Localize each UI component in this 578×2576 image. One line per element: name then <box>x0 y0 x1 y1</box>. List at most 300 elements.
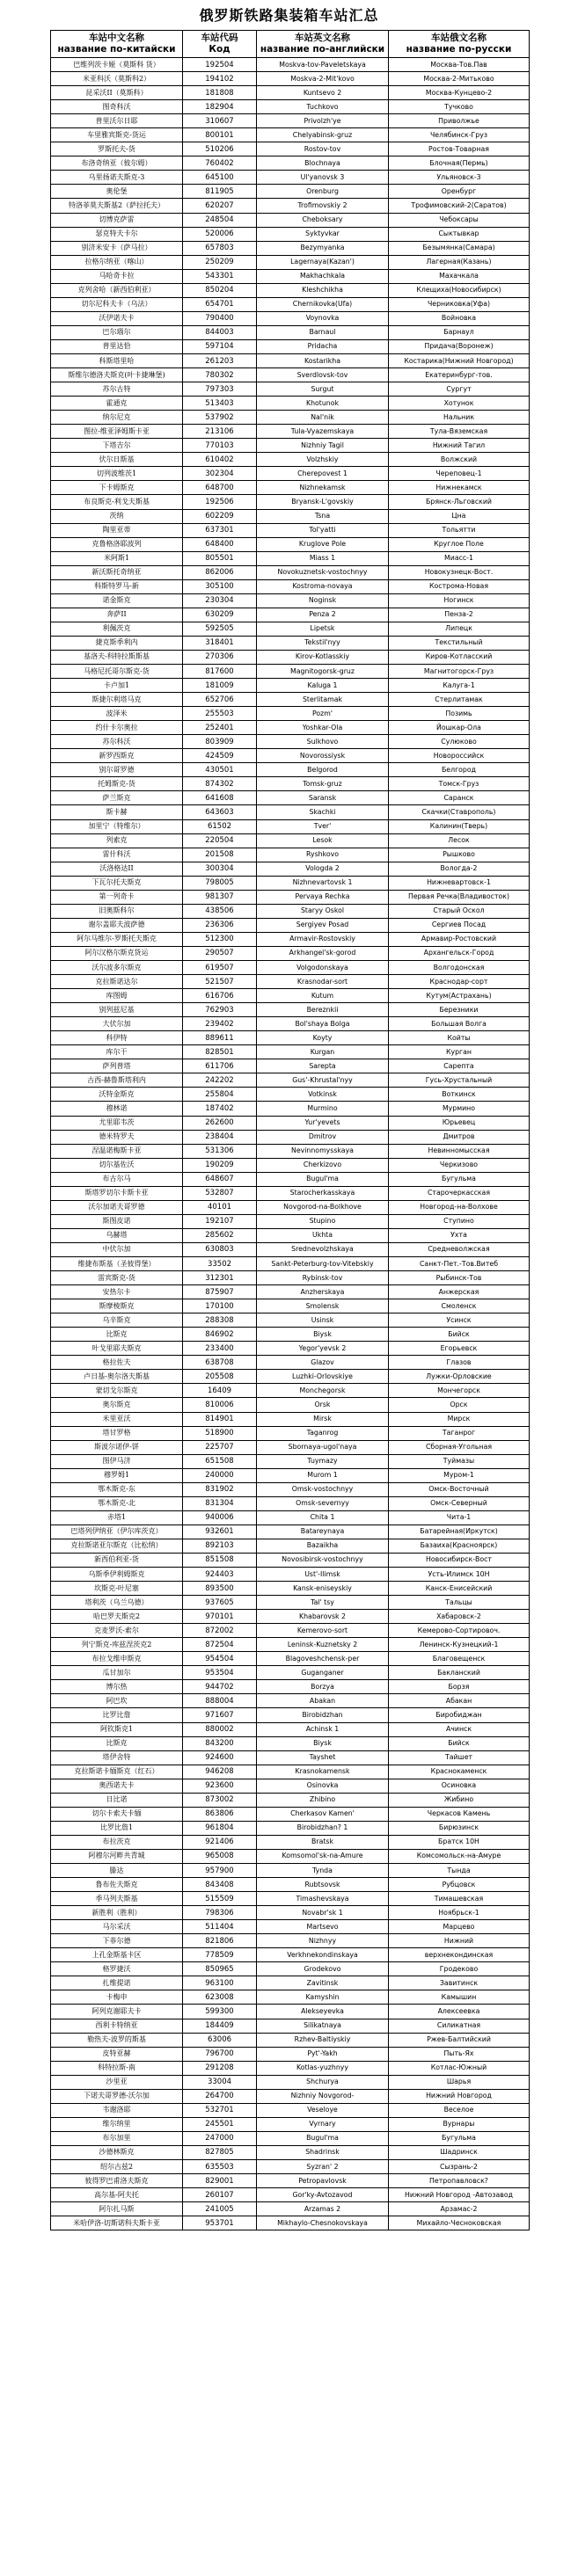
station-code: 252401 <box>183 721 257 735</box>
table-row <box>51 1073 530 1088</box>
station-english-name: Nizhniy Tagil <box>257 439 389 453</box>
table-row <box>51 339 530 353</box>
station-code: 970101 <box>183 1610 257 1624</box>
station-chinese-name: 沙里亚 <box>51 2075 183 2089</box>
station-chinese-name: 鄂木斯克-北 <box>51 1496 183 1510</box>
station-code: 963100 <box>183 1976 257 1990</box>
table-row <box>51 1130 530 1144</box>
station-code: 610402 <box>183 453 257 467</box>
station-russian-name: Черкасов Камень <box>389 1807 530 1821</box>
station-english-name: Voynovka <box>257 311 389 325</box>
station-russian-name: Старый Оскол <box>389 904 530 918</box>
table-row <box>51 1948 530 1962</box>
station-english-name: Krasnokamensk <box>257 1765 389 1779</box>
station-code: 187402 <box>183 1102 257 1116</box>
document-title: 俄罗斯铁路集装箱车站汇总 <box>199 7 379 24</box>
station-code: 924403 <box>183 1568 257 1582</box>
station-chinese-name: 捷克斯季利内 <box>51 636 183 650</box>
table-row <box>51 679 530 693</box>
station-english-name: Nal'nik <box>257 411 389 425</box>
station-english-name: Rubtsovsk <box>257 1878 389 1892</box>
station-russian-name: Братск 10H <box>389 1835 530 1849</box>
station-chinese-name: 诺金斯克 <box>51 593 183 608</box>
table-row <box>51 749 530 763</box>
station-code: 518900 <box>183 1426 257 1440</box>
station-english-name: Novorossiysk <box>257 749 389 763</box>
station-russian-name: Сыктывкар <box>389 227 530 241</box>
table-row <box>51 763 530 777</box>
station-english-name: Vologda 2 <box>257 862 389 876</box>
station-english-name: Usinsk <box>257 1313 389 1328</box>
station-code: 780302 <box>183 368 257 382</box>
station-russian-name: Благовещенск <box>389 1652 530 1666</box>
table-row <box>51 2145 530 2159</box>
table-row <box>51 1313 530 1328</box>
station-english-name: Kotlas-yuzhnyy <box>257 2061 389 2075</box>
station-code: 305100 <box>183 579 257 593</box>
table-row <box>51 1779 530 1793</box>
station-russian-name: Калинин(Тверь) <box>389 819 530 833</box>
station-code: 521507 <box>183 975 257 989</box>
station-code: 875907 <box>183 1285 257 1299</box>
station-english-name: Blochnaya <box>257 156 389 171</box>
station-code: 247000 <box>183 2131 257 2145</box>
station-code: 817600 <box>183 665 257 679</box>
table-row <box>51 481 530 495</box>
header-english-name <box>257 31 389 58</box>
station-chinese-name: 下菲尔德 <box>51 1934 183 1948</box>
table-row <box>51 1342 530 1356</box>
station-russian-name: Бакланский <box>389 1666 530 1680</box>
station-english-name: Kruglove Pole <box>257 537 389 551</box>
station-code: 248504 <box>183 213 257 227</box>
station-russian-name: Нижний Новгород <box>389 2089 530 2103</box>
station-english-name: Omsk-severnyy <box>257 1496 389 1510</box>
table-row <box>51 1271 530 1285</box>
station-code: 510206 <box>183 142 257 156</box>
station-chinese-name: 科斯特罗马-新 <box>51 579 183 593</box>
station-code: 651508 <box>183 1454 257 1468</box>
station-chinese-name: 蒙切戈尔斯克 <box>51 1384 183 1398</box>
station-english-name: Birobidzhan <box>257 1708 389 1722</box>
station-chinese-name: 普里达恰 <box>51 339 183 353</box>
header-label-ru: название по-английски <box>260 44 385 55</box>
table-row <box>51 114 530 128</box>
table-row <box>51 72 530 86</box>
table-row <box>51 1821 530 1835</box>
station-chinese-name: 阿尔马维尔-罗斯托夫斯克 <box>51 932 183 946</box>
station-russian-name: Канск-Енисейский <box>389 1582 530 1596</box>
station-chinese-name: 阿穆尔河畔共青城 <box>51 1849 183 1863</box>
station-code: 946208 <box>183 1765 257 1779</box>
table-row <box>51 975 530 989</box>
station-english-name: Tula-Vyazemskaya <box>257 425 389 439</box>
station-chinese-name: 巴塔列伊纳亚（伊尔库茨克） <box>51 1524 183 1539</box>
station-chinese-name: 苏尔古特 <box>51 382 183 397</box>
station-code: 255804 <box>183 1088 257 1102</box>
station-code: 843408 <box>183 1878 257 1892</box>
station-english-name: Sulkhovo <box>257 735 389 749</box>
station-english-name: Cherepovest 1 <box>257 467 389 481</box>
station-chinese-name: 绍尔古兹2 <box>51 2159 183 2173</box>
station-code: 652706 <box>183 693 257 707</box>
station-code: 803909 <box>183 735 257 749</box>
station-chinese-name: 布古尔马 <box>51 1172 183 1186</box>
station-russian-name: Вурнары <box>389 2117 530 2131</box>
station-code: 630209 <box>183 608 257 622</box>
table-row <box>51 1934 530 1948</box>
station-russian-name: Сборная-Угольная <box>389 1440 530 1454</box>
station-english-name: Starocherkasskaya <box>257 1186 389 1200</box>
station-code: 261203 <box>183 353 257 367</box>
station-russian-name: Омск-Северный <box>389 1496 530 1510</box>
station-chinese-name: 乌里扬诺夫斯克-3 <box>51 171 183 185</box>
station-russian-name: Усинск <box>389 1313 530 1328</box>
station-code: 291208 <box>183 2061 257 2075</box>
table-row <box>51 1214 530 1228</box>
station-russian-name: Силикатная <box>389 2019 530 2033</box>
station-english-name: Murmino <box>257 1102 389 1116</box>
table-row <box>51 2188 530 2202</box>
table-row <box>51 509 530 523</box>
station-english-name: Makhachkala <box>257 269 389 283</box>
table-row <box>51 2131 530 2145</box>
table-row <box>51 1638 530 1652</box>
station-russian-name: Саранск <box>389 791 530 805</box>
station-code: 798306 <box>183 1906 257 1920</box>
station-english-name: Sarepta <box>257 1059 389 1073</box>
station-english-name: Tal' tsy <box>257 1596 389 1610</box>
table-row <box>51 1454 530 1468</box>
station-chinese-name: 涅温诺梅斯卡亚 <box>51 1144 183 1158</box>
table-row <box>51 2005 530 2019</box>
station-chinese-name: 斯波尔诺伊-饼 <box>51 1440 183 1454</box>
station-english-name: Kleshchikha <box>257 283 389 297</box>
station-english-name: Miass 1 <box>257 551 389 565</box>
station-code: 953504 <box>183 1666 257 1680</box>
station-russian-name: Тимашевская <box>389 1892 530 1906</box>
table-row <box>51 2174 530 2188</box>
station-english-name: Murom 1 <box>257 1468 389 1482</box>
station-code: 438506 <box>183 904 257 918</box>
station-chinese-name: 奥伦堡 <box>51 185 183 199</box>
station-russian-name: Абакан <box>389 1694 530 1708</box>
table-row <box>51 199 530 213</box>
station-code: 827805 <box>183 2145 257 2159</box>
station-english-name: Veseloye <box>257 2103 389 2117</box>
station-russian-name: Воткинск <box>389 1088 530 1102</box>
station-chinese-name: 穆林诺 <box>51 1102 183 1116</box>
station-english-name: Srednevolzhskaya <box>257 1242 389 1256</box>
station-english-name: Sverdlovsk-tov <box>257 368 389 382</box>
station-russian-name: Нальник <box>389 411 530 425</box>
station-english-name: Pervaya Rechka <box>257 890 389 904</box>
table-row <box>51 777 530 791</box>
station-english-name: Yegor'yevsk 2 <box>257 1342 389 1356</box>
station-chinese-name: 普里沃尔日耶 <box>51 114 183 128</box>
header-label-cn: 车站代码 <box>201 33 238 43</box>
station-english-name: Sankt-Peterburg-tov-Vitebskiy <box>257 1256 389 1270</box>
table-row <box>51 1624 530 1638</box>
table-row <box>51 1694 530 1708</box>
station-english-name: Trofimovskiy 2 <box>257 199 389 213</box>
table-row <box>51 453 530 467</box>
station-russian-name: Рыбинск-Тов <box>389 1271 530 1285</box>
station-code: 821806 <box>183 1934 257 1948</box>
table-row <box>51 1878 530 1892</box>
station-code: 778509 <box>183 1948 257 1962</box>
station-russian-name: Завитинск <box>389 1976 530 1990</box>
table-row <box>51 1722 530 1736</box>
station-russian-name: Трофимовский-2(Саратов) <box>389 199 530 213</box>
station-code: 192504 <box>183 58 257 72</box>
station-english-name: Votkinsk <box>257 1088 389 1102</box>
station-russian-name: Цна <box>389 509 530 523</box>
station-code: 238404 <box>183 1130 257 1144</box>
station-chinese-name: 韦谢洛耶 <box>51 2103 183 2117</box>
stations-table <box>50 30 530 2230</box>
station-chinese-name: 波泽米 <box>51 707 183 721</box>
station-chinese-name: 安热尔卡 <box>51 1285 183 1299</box>
station-russian-name: Лужки-Орловские <box>389 1370 530 1384</box>
station-english-name: Belgorod <box>257 763 389 777</box>
table-row <box>51 551 530 565</box>
station-chinese-name: 布良斯克-利戈夫斯基 <box>51 495 183 509</box>
station-english-name: Lesok <box>257 833 389 848</box>
station-english-name: Tayshet <box>257 1750 389 1765</box>
station-code: 873002 <box>183 1793 257 1807</box>
station-russian-name: Волжский <box>389 453 530 467</box>
station-english-name: Armavir-Rostovskiy <box>257 932 389 946</box>
station-chinese-name: 茨纳 <box>51 509 183 523</box>
station-english-name: Rybinsk-tov <box>257 1271 389 1285</box>
station-english-name: Magnitogorsk-gruz <box>257 665 389 679</box>
station-english-name: Dmitrov <box>257 1130 389 1144</box>
station-english-name: Grodekovo <box>257 1962 389 1976</box>
table-row <box>51 1750 530 1765</box>
station-code: 965008 <box>183 1849 257 1863</box>
station-english-name: Nizhniy Novgorod- <box>257 2089 389 2103</box>
table-row <box>51 932 530 946</box>
station-chinese-name: 格罗捷沃 <box>51 1962 183 1976</box>
station-russian-name: Курган <box>389 1045 530 1059</box>
station-russian-name: Шарья <box>389 2075 530 2089</box>
station-code: 889611 <box>183 1031 257 1045</box>
table-row <box>51 1892 530 1906</box>
station-code: 194102 <box>183 72 257 86</box>
station-russian-name: Тольятти <box>389 523 530 537</box>
station-russian-name: Юрьевец <box>389 1116 530 1130</box>
table-row <box>51 961 530 975</box>
station-chinese-name: 马哈奇卡拉 <box>51 269 183 283</box>
station-chinese-name: 克拉斯诺亚尔斯克（比松纳） <box>51 1539 183 1553</box>
station-chinese-name: 瓜甘加尔 <box>51 1666 183 1680</box>
station-chinese-name: 比斯克 <box>51 1736 183 1750</box>
table-row <box>51 1398 530 1412</box>
station-code: 616706 <box>183 989 257 1003</box>
station-code: 940006 <box>183 1510 257 1524</box>
station-english-name: Cheboksary <box>257 213 389 227</box>
table-row <box>51 565 530 579</box>
station-english-name: Verkhnekondinskaya <box>257 1948 389 1962</box>
table-row <box>51 707 530 721</box>
station-english-name: Kurgan <box>257 1045 389 1059</box>
station-chinese-name: 苏尔科沃 <box>51 735 183 749</box>
station-chinese-name: 科斯塔里哈 <box>51 353 183 367</box>
station-chinese-name: 布拉茨克 <box>51 1835 183 1849</box>
station-english-name: Zavitinsk <box>257 1976 389 1990</box>
station-code: 623008 <box>183 1990 257 2005</box>
station-english-name: Barnaul <box>257 325 389 339</box>
station-russian-name: Черниковка(Уфа) <box>389 297 530 311</box>
station-english-name: Luzhki-Orlovskiye <box>257 1370 389 1384</box>
station-russian-name: Гродеково <box>389 1962 530 1976</box>
station-code: 805501 <box>183 551 257 565</box>
station-code: 872504 <box>183 1638 257 1652</box>
station-english-name: Kamyshin <box>257 1990 389 2005</box>
station-chinese-name: 阿钦斯克1 <box>51 1722 183 1736</box>
station-english-name: Ukhta <box>257 1228 389 1242</box>
table-row <box>51 989 530 1003</box>
station-english-name: Ryshkovo <box>257 848 389 862</box>
station-chinese-name: 卡梅申 <box>51 1990 183 2005</box>
station-english-name: Nizhnekamsk <box>257 481 389 495</box>
table-row <box>51 185 530 199</box>
station-code: 201508 <box>183 848 257 862</box>
station-chinese-name: 勒热夫-波罗的斯基 <box>51 2033 183 2047</box>
station-russian-name: Киров-Котласский <box>389 650 530 664</box>
station-english-name: Abakan <box>257 1694 389 1708</box>
station-code: 239402 <box>183 1017 257 1031</box>
station-code: 312301 <box>183 1271 257 1285</box>
station-chinese-name: 比罗比詹1 <box>51 1821 183 1835</box>
station-code: 888004 <box>183 1694 257 1708</box>
station-code: 923600 <box>183 1779 257 1793</box>
station-chinese-name: 德米特罗夫 <box>51 1130 183 1144</box>
station-chinese-name: 卢日基-奥尔洛夫斯基 <box>51 1370 183 1384</box>
station-russian-name: Новороссийск <box>389 749 530 763</box>
station-chinese-name: 新西伯利亚-货 <box>51 1553 183 1567</box>
station-code: 846902 <box>183 1328 257 1342</box>
station-russian-name: Камышин <box>389 1990 530 2005</box>
station-chinese-name: 米亚科沃（莫斯科2） <box>51 72 183 86</box>
station-chinese-name: 别列兹尼基 <box>51 1003 183 1017</box>
station-russian-name: Таганрог <box>389 1426 530 1440</box>
table-row <box>51 1356 530 1370</box>
station-code: 800101 <box>183 128 257 142</box>
station-russian-name: Нижнекамск <box>389 481 530 495</box>
station-english-name: Monchegorsk <box>257 1384 389 1398</box>
station-chinese-name: 布尔加里 <box>51 2131 183 2145</box>
station-chinese-name: 维捷布斯基（圣彼得堡） <box>51 1256 183 1270</box>
station-russian-name: Батарейная(Иркутск) <box>389 1524 530 1539</box>
station-english-name: Chita 1 <box>257 1510 389 1524</box>
station-chinese-name: 乌辛斯克 <box>51 1313 183 1328</box>
table-row <box>51 1906 530 1920</box>
station-chinese-name: 维尔纳里 <box>51 2117 183 2131</box>
station-chinese-name: 昆采沃II（莫斯科） <box>51 86 183 100</box>
station-russian-name: Ростов-Товарная <box>389 142 530 156</box>
station-code: 242202 <box>183 1073 257 1088</box>
station-code: 310607 <box>183 114 257 128</box>
station-russian-name: Кемерово-Сортировоч. <box>389 1624 530 1638</box>
table-row <box>51 311 530 325</box>
station-code: 543301 <box>183 269 257 283</box>
station-russian-name: Челябинск-Груз <box>389 128 530 142</box>
station-code: 620207 <box>183 199 257 213</box>
station-russian-name: верхнекондинская <box>389 1948 530 1962</box>
station-code: 798005 <box>183 876 257 890</box>
station-russian-name: Новосибирск-Вост <box>389 1553 530 1567</box>
station-code: 236306 <box>183 918 257 932</box>
station-russian-name: Петропавловск? <box>389 2174 530 2188</box>
station-english-name: Zhibino <box>257 1793 389 1807</box>
station-code: 512300 <box>183 932 257 946</box>
table-row <box>51 58 530 72</box>
station-chinese-name: 下塔吉尔 <box>51 439 183 453</box>
table-row <box>51 650 530 664</box>
station-russian-name: Сергиев Посад <box>389 918 530 932</box>
station-russian-name: Москва-Кунцево-2 <box>389 86 530 100</box>
table-row <box>51 1285 530 1299</box>
station-chinese-name: 阿尔汉格尔斯克货运 <box>51 946 183 960</box>
station-russian-name: Махачкала <box>389 269 530 283</box>
table-row <box>51 1440 530 1454</box>
header-label-cn: 车站俄文名称 <box>431 33 487 43</box>
station-russian-name: Оренбург <box>389 185 530 199</box>
station-english-name: Shchurya <box>257 2075 389 2089</box>
station-chinese-name: 托姆斯克-货 <box>51 777 183 791</box>
station-english-name: Mirsk <box>257 1412 389 1426</box>
station-code: 770103 <box>183 439 257 453</box>
table-row <box>51 1864 530 1878</box>
station-english-name: Novosibirsk-vostochnyy <box>257 1553 389 1567</box>
station-english-name: Bugul'ma <box>257 2131 389 2145</box>
table-row <box>51 1328 530 1342</box>
station-russian-name: Старочеркасская <box>389 1186 530 1200</box>
station-russian-name: Скачки(Ставрополь) <box>389 805 530 819</box>
station-chinese-name: 切尔尼科夫卡（乌法） <box>51 297 183 311</box>
station-english-name: Kutum <box>257 989 389 1003</box>
station-russian-name: Сулюково <box>389 735 530 749</box>
station-code: 300304 <box>183 862 257 876</box>
table-row <box>51 1116 530 1130</box>
station-chinese-name: 伏尔日斯基 <box>51 453 183 467</box>
station-chinese-name: 瑟克特夫卡尔 <box>51 227 183 241</box>
station-russian-name: Томск-Груз <box>389 777 530 791</box>
station-english-name: Bezymyanka <box>257 241 389 255</box>
table-row <box>51 1539 530 1553</box>
station-russian-name: Сарепта <box>389 1059 530 1073</box>
station-chinese-name: 斯摩棱斯克 <box>51 1299 183 1313</box>
station-code: 932601 <box>183 1524 257 1539</box>
station-chinese-name: 霍通克 <box>51 397 183 411</box>
table-row <box>51 1652 530 1666</box>
station-english-name: Yur'yevets <box>257 1116 389 1130</box>
station-russian-name: Позимь <box>389 707 530 721</box>
station-english-name: Sergiyev Posad <box>257 918 389 932</box>
station-chinese-name: 科伊特 <box>51 1031 183 1045</box>
station-english-name: Pozm' <box>257 707 389 721</box>
station-chinese-name: 雷宾斯克-货 <box>51 1271 183 1285</box>
station-russian-name: Жибино <box>389 1793 530 1807</box>
station-chinese-name: 阿列克谢耶夫卡 <box>51 2005 183 2019</box>
station-chinese-name: 罗斯托夫-货 <box>51 142 183 156</box>
table-row <box>51 1228 530 1242</box>
table-row <box>51 833 530 848</box>
station-chinese-name: 斯维尔德洛夫斯克(叶卡捷琳堡) <box>51 368 183 382</box>
station-russian-name: Липецк <box>389 622 530 636</box>
